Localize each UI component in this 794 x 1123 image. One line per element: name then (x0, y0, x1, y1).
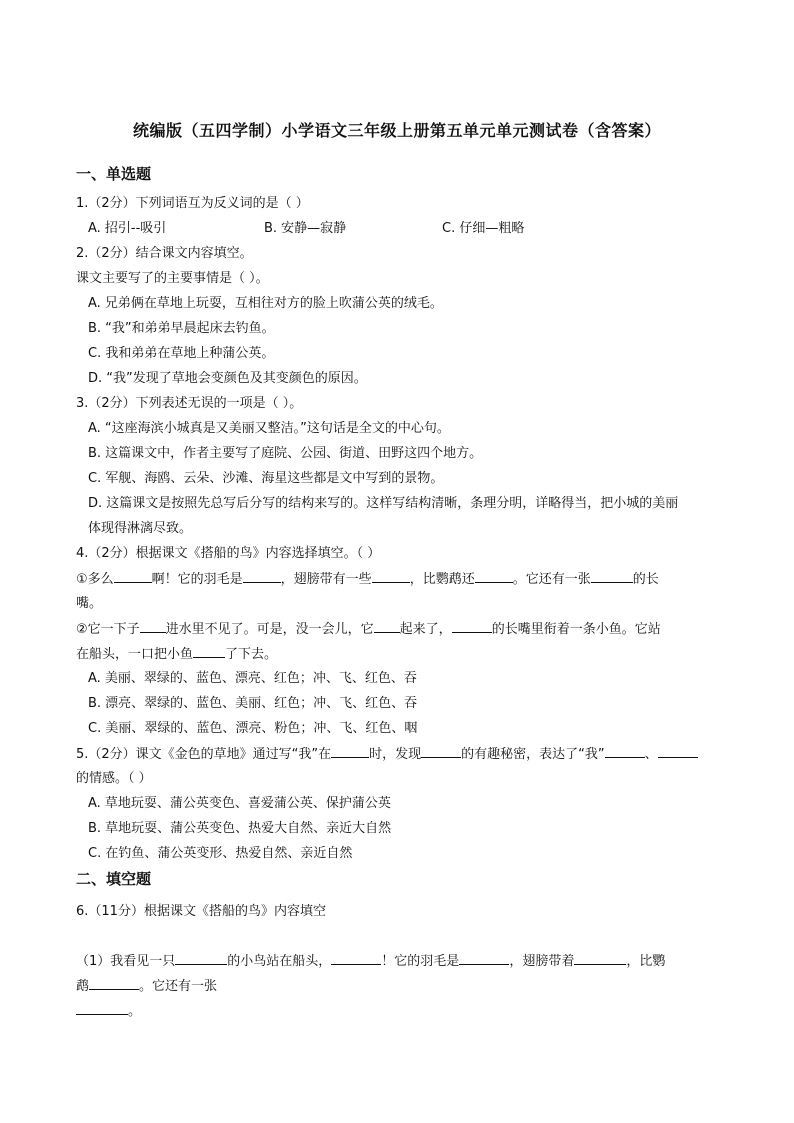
answer-blank[interactable] (89, 977, 139, 990)
answer-blank[interactable] (331, 745, 369, 758)
question-4-paragraph-1-continued: 嘴。 (76, 596, 103, 611)
question-3-option-d-continued: 体现得淋漓尽致。 (88, 521, 193, 536)
section-heading-fill-in: 二、填空题 (76, 870, 152, 888)
question-1-stem: 1.（2分）下列词语互为反义词的是（ ） (76, 196, 309, 211)
question-4-option-c: C. 美丽、翠绿的、蓝色、漂亮、粉色；冲、飞、红色、咽 (88, 721, 418, 736)
q6-text: 。 (128, 1004, 142, 1019)
q4-p1-text: ，比鹦鹉还 (409, 572, 475, 587)
answer-blank[interactable] (140, 620, 166, 633)
q6-text: （1）我看见一只 (76, 954, 176, 969)
answer-blank[interactable] (475, 570, 513, 583)
q6-text: ，翅膀带着 (509, 954, 575, 969)
answer-blank[interactable] (331, 952, 381, 965)
q4-p1-text: 啊！它的羽毛是 (151, 572, 243, 587)
answer-blank[interactable] (114, 570, 152, 583)
question-6-part-1-end (76, 1002, 141, 1021)
answer-blank[interactable] (372, 570, 410, 583)
question-4-paragraph-2-continued (76, 645, 277, 664)
q4-p2-text: 进水里不见了。可是，没一会儿，它 (165, 622, 374, 637)
answer-blank[interactable] (574, 952, 626, 965)
question-2-stem: 2.（2分）结合课文内容填空。 (76, 246, 253, 261)
answer-blank[interactable] (374, 620, 400, 633)
q4-p1-text: ①多么 (76, 572, 114, 587)
question-1-option-c: C. 仔细—粗略 (442, 221, 525, 236)
answer-blank[interactable] (459, 952, 509, 965)
question-3-option-c: C. 军舰、海鸥、云朵、沙滩、海星这些都是文中写到的景物。 (88, 471, 444, 486)
answer-blank[interactable] (591, 570, 633, 583)
q6-text: 。它还有一张 (139, 979, 218, 994)
question-3-stem: 3.（2分）下列表述无误的一项是（ ）。 (76, 396, 303, 411)
q4-p1-text: 的长 (632, 572, 659, 587)
q5-stem-text: 的有趣秘密，表达了“我” (461, 747, 605, 762)
q4-p2-text: 在船头，一口把小鱼 (76, 647, 194, 662)
question-4-option-a: A. 美丽、翠绿的、蓝色、漂亮、红色；冲、飞、红色、吞 (88, 671, 417, 686)
answer-blank[interactable] (658, 745, 698, 758)
q4-p2-text: 了下去。 (225, 647, 278, 662)
answer-blank[interactable] (243, 570, 281, 583)
q5-stem-text: 、 (644, 747, 658, 762)
question-4-stem: 4.（2分）根据课文《搭船的鸟》内容选择填空。（ ） (76, 546, 381, 561)
q5-stem-text: 5.（2分）课文《金色的草地》通过写“我”在 (76, 747, 332, 762)
q4-p2-text: 起来了， (399, 622, 452, 637)
question-5-option-b: B. 草地玩耍、蒲公英变色、热爱大自然、亲近大自然 (88, 821, 392, 836)
q4-p1-text: ，翅膀带有一些 (280, 572, 372, 587)
question-5-option-c: C. 在钓鱼、蒲公英变形、热爱自然、亲近自然 (88, 846, 353, 861)
question-4-paragraph-1 (76, 570, 659, 589)
q6-text: 的小鸟站在船头， (227, 954, 332, 969)
question-2-option-d: D. “我”发现了草地会变颜色及其变颜色的原因。 (88, 371, 367, 386)
question-6-part-1 (76, 952, 665, 971)
question-5-stem (76, 745, 698, 764)
q4-p1-text: 。它还有一张 (512, 572, 591, 587)
question-6-stem: 6.（11分）根据课文《搭船的鸟》内容填空 (76, 904, 326, 919)
question-3-option-b: B. 这篇课文中，作者主要写了庭院、公园、街道、田野这四个地方。 (88, 446, 483, 461)
question-4-option-b: B. 漂亮、翠绿的、蓝色、美丽、红色；冲、飞、红色、吞 (88, 696, 418, 711)
section-heading-single-choice: 一、单选题 (76, 165, 152, 183)
question-2-option-c: C. 我和弟弟在草地上种蒲公英。 (88, 346, 275, 361)
answer-blank[interactable] (175, 952, 227, 965)
question-5-stem-continued: 的情感。（ ） (76, 771, 152, 786)
question-4-paragraph-2 (76, 620, 661, 639)
answer-blank[interactable] (605, 745, 645, 758)
q6-text: ，比鹦 (626, 954, 666, 969)
q5-stem-text: 时，发现 (369, 747, 422, 762)
question-2-subprompt: 课文主要写了的主要事情是（ ）。 (76, 271, 269, 286)
answer-blank[interactable] (452, 620, 492, 633)
question-2-option-a: A. 兄弟俩在草地上玩耍，互相往对方的脸上吹蒲公英的绒毛。 (88, 296, 443, 311)
q4-p2-text: 的长嘴里衔着一条小鱼。它站 (491, 622, 661, 637)
question-3-option-d: D. 这篇课文是按照先总写后分写的结构来写的。这样写结构清晰，条理分明，详略得当，把小城的美丽 (88, 496, 679, 511)
page-title: 统编版（五四学制）小学语文三年级上册第五单元单元测试卷（含答案） (132, 121, 661, 140)
answer-blank[interactable] (193, 645, 225, 658)
question-6-part-1-continued (76, 977, 217, 996)
answer-blank[interactable] (421, 745, 461, 758)
question-1-option-b: B. 安静—寂静 (264, 221, 347, 236)
q4-p2-text: ②它一下子 (76, 622, 140, 637)
answer-blank[interactable] (76, 1002, 128, 1015)
question-2-option-b: B. “我”和弟弟早晨起床去钓鱼。 (88, 321, 275, 336)
q6-text: ！它的羽毛是 (381, 954, 460, 969)
question-1-option-a: A. 招引--吸引 (88, 221, 167, 236)
question-5-option-a: A. 草地玩耍、蒲公英变色、喜爱蒲公英、保护蒲公英 (88, 796, 391, 811)
question-3-option-a: A. “这座海滨小城真是又美丽又整洁。”这句话是全文的中心句。 (88, 421, 450, 436)
q6-text: 鹉 (76, 979, 90, 994)
